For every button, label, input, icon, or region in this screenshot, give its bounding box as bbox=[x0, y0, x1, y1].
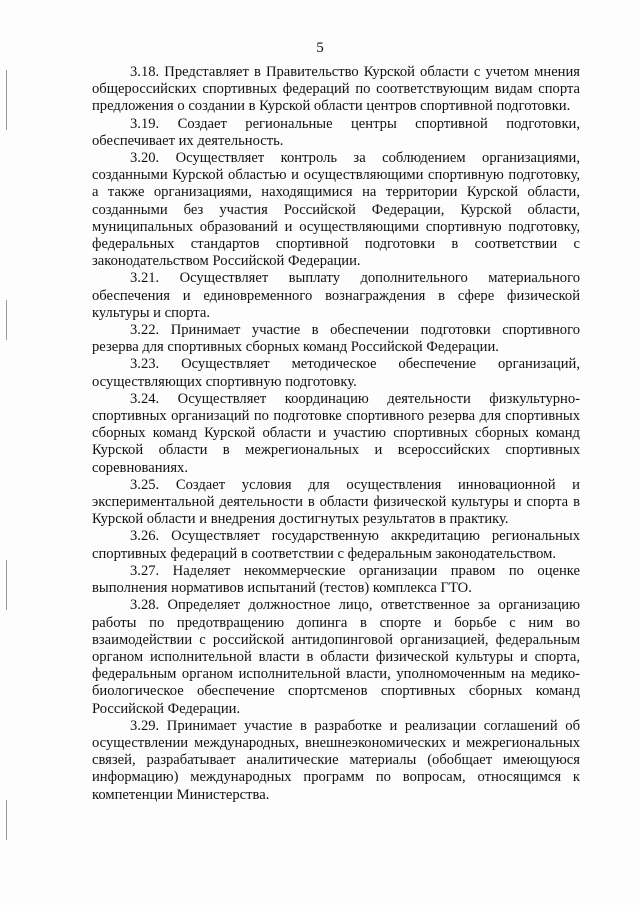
paragraph-3-27: 3.27. Наделяет некоммерческие организации правом по оценке выполнения нормативов испытаний (тестов) комплекса ГТО. bbox=[92, 562, 580, 597]
scan-mark bbox=[6, 70, 7, 130]
scan-mark bbox=[6, 300, 7, 340]
paragraph-3-26: 3.26. Осуществляет государственную аккредитацию региональных спортивных федераций в соответствии с федеральным законодательством. bbox=[92, 528, 580, 562]
page-number: 5 bbox=[316, 40, 324, 56]
scan-margin-marks bbox=[6, 0, 8, 905]
scan-mark bbox=[6, 800, 7, 840]
scan-mark bbox=[6, 560, 7, 610]
paragraph-3-19: 3.19. Создает региональные центры спортивной подготовки, обеспечивает их деятельность. bbox=[92, 115, 580, 149]
paragraph-3-25: 3.25. Создает условия для осуществления инновационной и экспериментальной деятельности в области физической культуры и спорта в Курской области и внедрения достигнутых результатов в практику. bbox=[92, 476, 580, 528]
paragraph-3-20: 3.20. Осуществляет контроль за соблюдением организациями, созданными Курской областью и осуществляющими спортивную подготовку, а также организациями, находящимися на территории Курской области, созданными без участия Российской Федерации, Курской области, муниципальных образований и осуществляющими спортивную подготовку, федеральных стандартов спортивной подготовки в соответствии с законодательством Российской Федерации. bbox=[92, 150, 580, 270]
paragraph-3-24: 3.24. Осуществляет координацию деятельности физкультурно-спортивных организаций по подготовке спортивного резерва для спортивных сборных команд Курской области и участию спортивных сборных команд Курской области в межрегиональных и всероссийских спортивных соревнованиях. bbox=[92, 390, 580, 476]
paragraph-3-21: 3.21. Осуществляет выплату дополнительного материального обеспечения и единовременного вознаграждения в сфере физической культуры и спорта. bbox=[92, 270, 580, 321]
paragraph-3-28: 3.28. Определяет должностное лицо, ответственное за организацию работы по предотвращению допинга в спорте и борьбе с ним во взаимодействии с российской антидопинговой организацией, федеральным органом исполнительной власти в области физической культуры и спорта, федеральным органом исполнительной власти, уполномоченным на медико-биологическое обеспечение спортсменов спортивных сборных команд Российской Федерации. bbox=[92, 597, 580, 717]
document-body bbox=[92, 64, 580, 804]
paragraph-3-23: 3.23. Осуществляет методическое обеспечение организаций, осуществляющих спортивную подготовку. bbox=[92, 356, 580, 390]
paragraph-3-22: 3.22. Принимает участие в обеспечении подготовки спортивного резерва для спортивных сборных команд Российской Федерации. bbox=[92, 322, 580, 356]
paragraph-3-18: 3.18. Представляет в Правительство Курской области с учетом мнения общероссийских спортивных федераций по соответствующим видам спорта предложения о создании в Курской области центров спортивной подготовки. bbox=[92, 64, 580, 115]
paragraph-3-29: 3.29. Принимает участие в разработке и реализации соглашений об осуществлении международных, внешнеэкономических и межрегиональных связей, разрабатывает аналитические материалы (обобщает имеющуюся информацию) международных программ по вопросам, относящимся к компетенции Министерства. bbox=[92, 717, 580, 803]
